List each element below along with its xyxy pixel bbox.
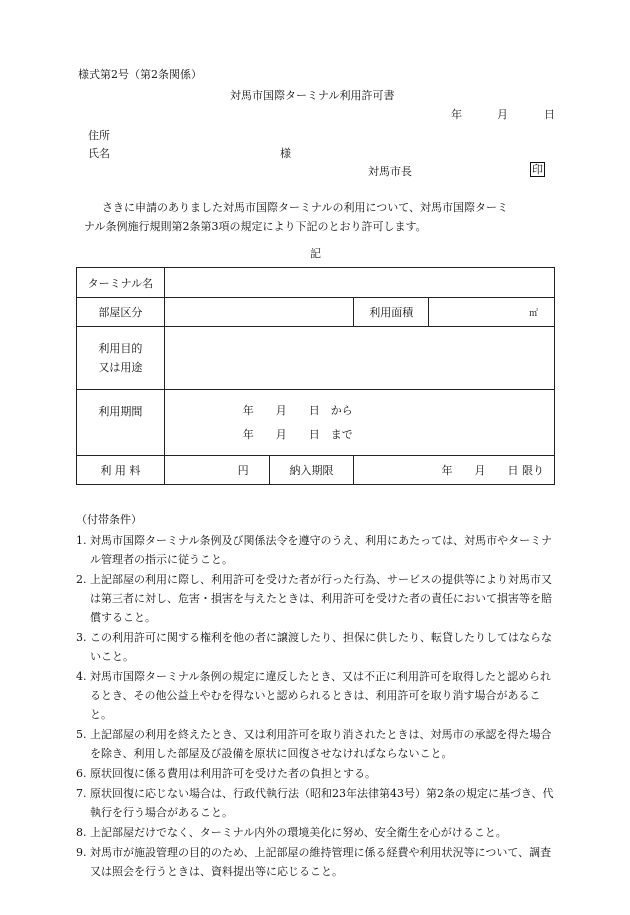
conditions-list: [76, 531, 560, 881]
table-row-purpose: [77, 327, 555, 390]
intro-line-2: ナル条例施行規則第2条第3項の規定により下記のとおり許可します。: [84, 220, 427, 233]
condition-item: [76, 764, 560, 783]
fee-unit: 円: [164, 456, 269, 485]
condition-text: 原状回復に係る費用は利用許可を受けた者の負担とする。: [90, 767, 376, 780]
condition-text: 上記部屋だけでなく、ターミナル内外の環境美化に努め、安全衛生を心がけること。: [90, 826, 507, 839]
date-year-label: 年: [451, 108, 462, 121]
condition-item: [76, 531, 560, 569]
period-to: 年 月 日 まで: [242, 427, 353, 441]
condition-text: 対馬市が施設管理の目的のため、上記部屋の維持管理に係る経費や利用状況等について、調査又は照会を行うときは、資料提出等に応じること。: [90, 846, 552, 878]
permit-table: [76, 267, 555, 485]
seal-mark: 印: [532, 163, 543, 176]
condition-item: [76, 784, 560, 822]
deadline-value: 年 月 日 限り: [354, 456, 555, 485]
period-from: 年 月 日 から: [242, 403, 353, 417]
fee-label: 利 用 料: [77, 456, 165, 485]
conditions-section: [76, 510, 560, 882]
condition-item: [76, 843, 560, 881]
form-number: 様式第2号（第2条関係）: [78, 68, 202, 81]
purpose-label: [77, 327, 165, 390]
condition-item: [76, 823, 560, 842]
date-day-label: 日: [544, 108, 555, 121]
condition-item: [76, 570, 560, 627]
honorific-label: 様: [280, 147, 291, 160]
period-value: [164, 390, 554, 456]
condition-number: 1.: [76, 534, 87, 547]
table-row-fee: [77, 456, 555, 485]
condition-text: 対馬市国際ターミナル条例及び関係法令を遵守のうえ、利用にあたっては、対馬市やターミナル管理者の指示に従うこと。: [90, 534, 553, 566]
condition-text: 原状回復に応じない場合は、行政代執行法（昭和23年法律第43号）第2条の規定に基づき、代執行を行う場合があること。: [90, 787, 554, 819]
intro-paragraph: [80, 198, 550, 236]
table-row-room: [77, 298, 555, 327]
intro-line-1: さきに申請のありました対馬市国際ターミナルの利用について、対馬市国際ターミ: [102, 201, 509, 214]
ki-mark: 記: [310, 247, 321, 260]
purpose-label-line-1: 利用目的: [98, 342, 143, 355]
condition-number: 3.: [76, 631, 87, 644]
period-label: 利用期間: [77, 390, 165, 456]
purpose-label-line-2: 又は用途: [98, 361, 143, 374]
terminal-name-value: [164, 268, 554, 298]
terminal-name-label: ターミナル名: [77, 268, 165, 298]
purpose-value: [164, 327, 554, 390]
condition-item: [76, 725, 560, 763]
area-label: 利用面積: [354, 298, 429, 327]
condition-item: [76, 628, 560, 666]
condition-text: 上記部屋の利用に際し、利用許可を受けた者が行った行為、サービスの提供等により対馬市又は第三者に対し、危害・損害を与えたときは、利用許可を受けた者の責任において損害等を賠償すること。: [90, 573, 552, 624]
room-category-value: [164, 298, 354, 327]
condition-number: 5.: [76, 728, 87, 741]
deadline-label: 納入期限: [269, 456, 354, 485]
issuer-label: 対馬市長: [368, 165, 412, 178]
condition-number: 8.: [76, 826, 87, 839]
address-label: 住所: [88, 129, 110, 142]
document-title: 対馬市国際ターミナル利用許可書: [230, 89, 395, 102]
name-label: 氏名: [88, 147, 110, 160]
condition-number: 4.: [76, 670, 87, 683]
condition-text: この利用許可に関する権利を他の者に譲渡したり、担保に供したり、転貸したりしてはならないこと。: [90, 631, 552, 663]
area-unit: ㎡: [429, 298, 555, 327]
condition-text: 対馬市国際ターミナル条例の規定に違反したとき、又は不正に利用許可を取得したと認められるとき、その他公益上やむを得ないと認められるときは、利用許可を取り消す場合があること。: [90, 670, 552, 721]
condition-number: 7.: [76, 787, 87, 800]
date-month-label: 月: [497, 108, 508, 121]
condition-number: 2.: [76, 573, 87, 586]
condition-number: 9.: [76, 846, 87, 859]
room-category-label: 部屋区分: [77, 298, 165, 327]
condition-text: 上記部屋の利用を終えたとき、又は利用許可を取り消されたときは、対馬市の承認を得た場合を除き、利用した部屋及び設備を原状に回復させなければならないこと。: [90, 728, 552, 760]
condition-item: [76, 667, 560, 724]
table-row-terminal: [77, 268, 555, 298]
table-row-period: [77, 390, 555, 456]
conditions-heading: （付帯条件）: [76, 513, 142, 526]
condition-number: 6.: [76, 767, 87, 780]
